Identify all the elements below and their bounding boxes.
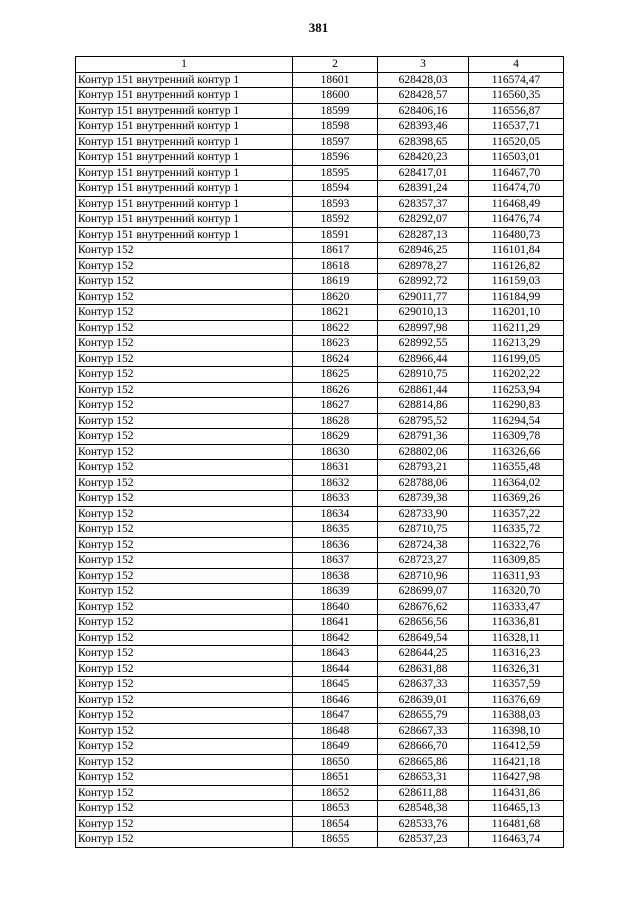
y-coordinate-cell: 116316,23 bbox=[469, 646, 564, 662]
y-coordinate-cell: 116465,13 bbox=[469, 801, 564, 817]
contour-name-cell: Контур 152 bbox=[76, 274, 293, 290]
table-row bbox=[76, 599, 564, 615]
table-row bbox=[76, 274, 564, 290]
y-coordinate-cell: 116431,86 bbox=[469, 785, 564, 801]
x-coordinate-cell: 628653,31 bbox=[378, 770, 469, 786]
x-coordinate-cell: 628710,96 bbox=[378, 568, 469, 584]
contour-name-cell: Контур 151 внутренний контур 1 bbox=[76, 103, 293, 119]
column-header-3: 3 bbox=[378, 57, 469, 73]
table-row bbox=[76, 444, 564, 460]
point-number-cell: 18642 bbox=[293, 630, 378, 646]
y-coordinate-cell: 116560,35 bbox=[469, 88, 564, 104]
point-number-cell: 18592 bbox=[293, 212, 378, 228]
table-row bbox=[76, 739, 564, 755]
contour-name-cell: Контур 152 bbox=[76, 320, 293, 336]
table-row bbox=[76, 475, 564, 491]
contour-name-cell: Контур 151 внутренний контур 1 bbox=[76, 88, 293, 104]
contour-name-cell: Контур 152 bbox=[76, 537, 293, 553]
contour-name-cell: Контур 152 bbox=[76, 522, 293, 538]
y-coordinate-cell: 116520,05 bbox=[469, 134, 564, 150]
y-coordinate-cell: 116364,02 bbox=[469, 475, 564, 491]
y-coordinate-cell: 116398,10 bbox=[469, 723, 564, 739]
contour-name-cell: Контур 152 bbox=[76, 708, 293, 724]
y-coordinate-cell: 116335,72 bbox=[469, 522, 564, 538]
point-number-cell: 18654 bbox=[293, 816, 378, 832]
contour-name-cell: Контур 152 bbox=[76, 491, 293, 507]
point-number-cell: 18644 bbox=[293, 661, 378, 677]
table-row bbox=[76, 212, 564, 228]
y-coordinate-cell: 116309,85 bbox=[469, 553, 564, 569]
x-coordinate-cell: 628287,13 bbox=[378, 227, 469, 243]
point-number-cell: 18622 bbox=[293, 320, 378, 336]
x-coordinate-cell: 628739,38 bbox=[378, 491, 469, 507]
contour-name-cell: Контур 151 внутренний контур 1 bbox=[76, 134, 293, 150]
point-number-cell: 18634 bbox=[293, 506, 378, 522]
y-coordinate-cell: 116184,99 bbox=[469, 289, 564, 305]
x-coordinate-cell: 628655,79 bbox=[378, 708, 469, 724]
y-coordinate-cell: 116290,83 bbox=[469, 398, 564, 414]
x-coordinate-cell: 628548,38 bbox=[378, 801, 469, 817]
x-coordinate-cell: 628802,06 bbox=[378, 444, 469, 460]
point-number-cell: 18638 bbox=[293, 568, 378, 584]
point-number-cell: 18620 bbox=[293, 289, 378, 305]
y-coordinate-cell: 116376,69 bbox=[469, 692, 564, 708]
y-coordinate-cell: 116421,18 bbox=[469, 754, 564, 770]
point-number-cell: 18628 bbox=[293, 413, 378, 429]
x-coordinate-cell: 628428,03 bbox=[378, 72, 469, 88]
x-coordinate-cell: 628393,46 bbox=[378, 119, 469, 135]
contour-name-cell: Контур 152 bbox=[76, 832, 293, 848]
y-coordinate-cell: 116159,03 bbox=[469, 274, 564, 290]
table-row bbox=[76, 119, 564, 135]
point-number-cell: 18650 bbox=[293, 754, 378, 770]
contour-name-cell: Контур 151 внутренний контур 1 bbox=[76, 212, 293, 228]
column-header-4: 4 bbox=[469, 57, 564, 73]
x-coordinate-cell: 628639,01 bbox=[378, 692, 469, 708]
y-coordinate-cell: 116574,47 bbox=[469, 72, 564, 88]
x-coordinate-cell: 628791,36 bbox=[378, 429, 469, 445]
y-coordinate-cell: 116320,70 bbox=[469, 584, 564, 600]
contour-name-cell: Контур 152 bbox=[76, 243, 293, 259]
table-row bbox=[76, 336, 564, 352]
point-number-cell: 18618 bbox=[293, 258, 378, 274]
y-coordinate-cell: 116294,54 bbox=[469, 413, 564, 429]
point-number-cell: 18600 bbox=[293, 88, 378, 104]
x-coordinate-cell: 628649,54 bbox=[378, 630, 469, 646]
table-row bbox=[76, 72, 564, 88]
y-coordinate-cell: 116556,87 bbox=[469, 103, 564, 119]
table-header bbox=[76, 57, 564, 73]
contour-name-cell: Контур 152 bbox=[76, 258, 293, 274]
point-number-cell: 18655 bbox=[293, 832, 378, 848]
contour-name-cell: Контур 152 bbox=[76, 739, 293, 755]
y-coordinate-cell: 116101,84 bbox=[469, 243, 564, 259]
y-coordinate-cell: 116202,22 bbox=[469, 367, 564, 383]
x-coordinate-cell: 628992,72 bbox=[378, 274, 469, 290]
y-coordinate-cell: 116211,29 bbox=[469, 320, 564, 336]
table-row bbox=[76, 816, 564, 832]
y-coordinate-cell: 116481,68 bbox=[469, 816, 564, 832]
point-number-cell: 18633 bbox=[293, 491, 378, 507]
y-coordinate-cell: 116201,10 bbox=[469, 305, 564, 321]
point-number-cell: 18596 bbox=[293, 150, 378, 166]
contour-name-cell: Контур 152 bbox=[76, 692, 293, 708]
point-number-cell: 18647 bbox=[293, 708, 378, 724]
point-number-cell: 18623 bbox=[293, 336, 378, 352]
contour-name-cell: Контур 152 bbox=[76, 599, 293, 615]
contour-name-cell: Контур 152 bbox=[76, 336, 293, 352]
contour-name-cell: Контур 151 внутренний контур 1 bbox=[76, 72, 293, 88]
contour-name-cell: Контур 152 bbox=[76, 661, 293, 677]
point-number-cell: 18649 bbox=[293, 739, 378, 755]
point-number-cell: 18641 bbox=[293, 615, 378, 631]
point-number-cell: 18621 bbox=[293, 305, 378, 321]
x-coordinate-cell: 628733,90 bbox=[378, 506, 469, 522]
point-number-cell: 18598 bbox=[293, 119, 378, 135]
y-coordinate-cell: 116357,59 bbox=[469, 677, 564, 693]
contour-name-cell: Контур 152 bbox=[76, 646, 293, 662]
x-coordinate-cell: 628793,21 bbox=[378, 460, 469, 476]
point-number-cell: 18591 bbox=[293, 227, 378, 243]
y-coordinate-cell: 116467,70 bbox=[469, 165, 564, 181]
y-coordinate-cell: 116326,31 bbox=[469, 661, 564, 677]
point-number-cell: 18617 bbox=[293, 243, 378, 259]
point-number-cell: 18637 bbox=[293, 553, 378, 569]
table-row bbox=[76, 553, 564, 569]
point-number-cell: 18648 bbox=[293, 723, 378, 739]
y-coordinate-cell: 116388,03 bbox=[469, 708, 564, 724]
contour-name-cell: Контур 152 bbox=[76, 615, 293, 631]
table-body bbox=[76, 72, 564, 847]
contour-name-cell: Контур 152 bbox=[76, 816, 293, 832]
y-coordinate-cell: 116253,94 bbox=[469, 382, 564, 398]
table-row bbox=[76, 413, 564, 429]
x-coordinate-cell: 629011,77 bbox=[378, 289, 469, 305]
point-number-cell: 18643 bbox=[293, 646, 378, 662]
table-row bbox=[76, 150, 564, 166]
contour-name-cell: Контур 152 bbox=[76, 367, 293, 383]
x-coordinate-cell: 628428,57 bbox=[378, 88, 469, 104]
point-number-cell: 18594 bbox=[293, 181, 378, 197]
point-number-cell: 18601 bbox=[293, 72, 378, 88]
contour-name-cell: Контур 152 bbox=[76, 413, 293, 429]
point-number-cell: 18639 bbox=[293, 584, 378, 600]
table-row bbox=[76, 568, 564, 584]
coordinates-table bbox=[75, 56, 564, 848]
x-coordinate-cell: 628723,27 bbox=[378, 553, 469, 569]
y-coordinate-cell: 116427,98 bbox=[469, 770, 564, 786]
point-number-cell: 18599 bbox=[293, 103, 378, 119]
x-coordinate-cell: 628417,01 bbox=[378, 165, 469, 181]
x-coordinate-cell: 628676,62 bbox=[378, 599, 469, 615]
table-row bbox=[76, 382, 564, 398]
x-coordinate-cell: 628665,86 bbox=[378, 754, 469, 770]
y-coordinate-cell: 116537,71 bbox=[469, 119, 564, 135]
point-number-cell: 18619 bbox=[293, 274, 378, 290]
x-coordinate-cell: 628292,07 bbox=[378, 212, 469, 228]
contour-name-cell: Контур 152 bbox=[76, 460, 293, 476]
table-row bbox=[76, 770, 564, 786]
y-coordinate-cell: 116357,22 bbox=[469, 506, 564, 522]
x-coordinate-cell: 628667,33 bbox=[378, 723, 469, 739]
x-coordinate-cell: 628946,25 bbox=[378, 243, 469, 259]
table-row bbox=[76, 754, 564, 770]
y-coordinate-cell: 116474,70 bbox=[469, 181, 564, 197]
point-number-cell: 18629 bbox=[293, 429, 378, 445]
y-coordinate-cell: 116328,11 bbox=[469, 630, 564, 646]
table-row bbox=[76, 351, 564, 367]
contour-name-cell: Контур 152 bbox=[76, 398, 293, 414]
contour-name-cell: Контур 152 bbox=[76, 723, 293, 739]
point-number-cell: 18635 bbox=[293, 522, 378, 538]
contour-name-cell: Контур 152 bbox=[76, 677, 293, 693]
x-coordinate-cell: 628699,07 bbox=[378, 584, 469, 600]
point-number-cell: 18627 bbox=[293, 398, 378, 414]
table-row bbox=[76, 134, 564, 150]
y-coordinate-cell: 116126,82 bbox=[469, 258, 564, 274]
x-coordinate-cell: 628795,52 bbox=[378, 413, 469, 429]
y-coordinate-cell: 116326,66 bbox=[469, 444, 564, 460]
x-coordinate-cell: 628656,56 bbox=[378, 615, 469, 631]
point-number-cell: 18640 bbox=[293, 599, 378, 615]
table-row bbox=[76, 367, 564, 383]
x-coordinate-cell: 628910,75 bbox=[378, 367, 469, 383]
contour-name-cell: Контур 151 внутренний контур 1 bbox=[76, 227, 293, 243]
contour-name-cell: Контур 152 bbox=[76, 506, 293, 522]
contour-name-cell: Контур 152 bbox=[76, 382, 293, 398]
table-row bbox=[76, 661, 564, 677]
table-row bbox=[76, 832, 564, 848]
point-number-cell: 18630 bbox=[293, 444, 378, 460]
table-row bbox=[76, 181, 564, 197]
contour-name-cell: Контур 151 внутренний контур 1 bbox=[76, 181, 293, 197]
table-row bbox=[76, 429, 564, 445]
table-row bbox=[76, 708, 564, 724]
x-coordinate-cell: 628861,44 bbox=[378, 382, 469, 398]
table-row bbox=[76, 506, 564, 522]
x-coordinate-cell: 628398,65 bbox=[378, 134, 469, 150]
x-coordinate-cell: 628357,37 bbox=[378, 196, 469, 212]
point-number-cell: 18632 bbox=[293, 475, 378, 491]
y-coordinate-cell: 116333,47 bbox=[469, 599, 564, 615]
table-row bbox=[76, 584, 564, 600]
table-row bbox=[76, 630, 564, 646]
x-coordinate-cell: 628997,98 bbox=[378, 320, 469, 336]
column-header-1: 1 bbox=[76, 57, 293, 73]
contour-name-cell: Контур 152 bbox=[76, 305, 293, 321]
y-coordinate-cell: 116336,81 bbox=[469, 615, 564, 631]
table-row bbox=[76, 801, 564, 817]
contour-name-cell: Контур 152 bbox=[76, 770, 293, 786]
y-coordinate-cell: 116355,48 bbox=[469, 460, 564, 476]
table-row bbox=[76, 398, 564, 414]
point-number-cell: 18645 bbox=[293, 677, 378, 693]
x-coordinate-cell: 628631,88 bbox=[378, 661, 469, 677]
column-header-2: 2 bbox=[293, 57, 378, 73]
contour-name-cell: Контур 152 bbox=[76, 754, 293, 770]
x-coordinate-cell: 628406,16 bbox=[378, 103, 469, 119]
y-coordinate-cell: 116309,78 bbox=[469, 429, 564, 445]
y-coordinate-cell: 116369,26 bbox=[469, 491, 564, 507]
table-row bbox=[76, 785, 564, 801]
point-number-cell: 18636 bbox=[293, 537, 378, 553]
table-row bbox=[76, 227, 564, 243]
x-coordinate-cell: 628814,86 bbox=[378, 398, 469, 414]
table-row bbox=[76, 289, 564, 305]
point-number-cell: 18646 bbox=[293, 692, 378, 708]
page-number: 381 bbox=[308, 20, 329, 35]
point-number-cell: 18597 bbox=[293, 134, 378, 150]
table-row bbox=[76, 646, 564, 662]
y-coordinate-cell: 116199,05 bbox=[469, 351, 564, 367]
table-row bbox=[76, 320, 564, 336]
point-number-cell: 18653 bbox=[293, 801, 378, 817]
contour-name-cell: Контур 152 bbox=[76, 475, 293, 491]
table-row bbox=[76, 196, 564, 212]
x-coordinate-cell: 628420,23 bbox=[378, 150, 469, 166]
x-coordinate-cell: 628710,75 bbox=[378, 522, 469, 538]
x-coordinate-cell: 628978,27 bbox=[378, 258, 469, 274]
x-coordinate-cell: 628391,24 bbox=[378, 181, 469, 197]
contour-name-cell: Контур 152 bbox=[76, 351, 293, 367]
y-coordinate-cell: 116412,59 bbox=[469, 739, 564, 755]
y-coordinate-cell: 116213,29 bbox=[469, 336, 564, 352]
x-coordinate-cell: 628637,33 bbox=[378, 677, 469, 693]
table-row bbox=[76, 258, 564, 274]
contour-name-cell: Контур 152 bbox=[76, 444, 293, 460]
point-number-cell: 18625 bbox=[293, 367, 378, 383]
x-coordinate-cell: 628966,44 bbox=[378, 351, 469, 367]
x-coordinate-cell: 628724,38 bbox=[378, 537, 469, 553]
table-row bbox=[76, 537, 564, 553]
point-number-cell: 18624 bbox=[293, 351, 378, 367]
point-number-cell: 18631 bbox=[293, 460, 378, 476]
table-row bbox=[76, 677, 564, 693]
point-number-cell: 18595 bbox=[293, 165, 378, 181]
table-row bbox=[76, 692, 564, 708]
contour-name-cell: Контур 152 bbox=[76, 568, 293, 584]
contour-name-cell: Контур 152 bbox=[76, 289, 293, 305]
point-number-cell: 18652 bbox=[293, 785, 378, 801]
x-coordinate-cell: 629010,13 bbox=[378, 305, 469, 321]
contour-name-cell: Контур 152 bbox=[76, 553, 293, 569]
x-coordinate-cell: 628644,25 bbox=[378, 646, 469, 662]
point-number-cell: 18593 bbox=[293, 196, 378, 212]
table-row bbox=[76, 243, 564, 259]
x-coordinate-cell: 628611,88 bbox=[378, 785, 469, 801]
contour-name-cell: Контур 151 внутренний контур 1 bbox=[76, 196, 293, 212]
x-coordinate-cell: 628788,06 bbox=[378, 475, 469, 491]
contour-name-cell: Контур 152 bbox=[76, 429, 293, 445]
x-coordinate-cell: 628666,70 bbox=[378, 739, 469, 755]
table-row bbox=[76, 88, 564, 104]
contour-name-cell: Контур 152 bbox=[76, 785, 293, 801]
x-coordinate-cell: 628992,55 bbox=[378, 336, 469, 352]
x-coordinate-cell: 628537,23 bbox=[378, 832, 469, 848]
contour-name-cell: Контур 152 bbox=[76, 584, 293, 600]
table-row bbox=[76, 165, 564, 181]
table-row bbox=[76, 305, 564, 321]
x-coordinate-cell: 628533,76 bbox=[378, 816, 469, 832]
contour-name-cell: Контур 152 bbox=[76, 801, 293, 817]
table-row bbox=[76, 723, 564, 739]
table-row bbox=[76, 491, 564, 507]
point-number-cell: 18651 bbox=[293, 770, 378, 786]
table-row bbox=[76, 460, 564, 476]
y-coordinate-cell: 116463,74 bbox=[469, 832, 564, 848]
y-coordinate-cell: 116311,93 bbox=[469, 568, 564, 584]
contour-name-cell: Контур 151 внутренний контур 1 bbox=[76, 165, 293, 181]
y-coordinate-cell: 116476,74 bbox=[469, 212, 564, 228]
y-coordinate-cell: 116480,73 bbox=[469, 227, 564, 243]
table-row bbox=[76, 522, 564, 538]
header-row bbox=[76, 57, 564, 73]
table-row bbox=[76, 103, 564, 119]
y-coordinate-cell: 116322,76 bbox=[469, 537, 564, 553]
contour-name-cell: Контур 151 внутренний контур 1 bbox=[76, 150, 293, 166]
table-row bbox=[76, 615, 564, 631]
contour-name-cell: Контур 152 bbox=[76, 630, 293, 646]
contour-name-cell: Контур 151 внутренний контур 1 bbox=[76, 119, 293, 135]
y-coordinate-cell: 116503,01 bbox=[469, 150, 564, 166]
point-number-cell: 18626 bbox=[293, 382, 378, 398]
y-coordinate-cell: 116468,49 bbox=[469, 196, 564, 212]
